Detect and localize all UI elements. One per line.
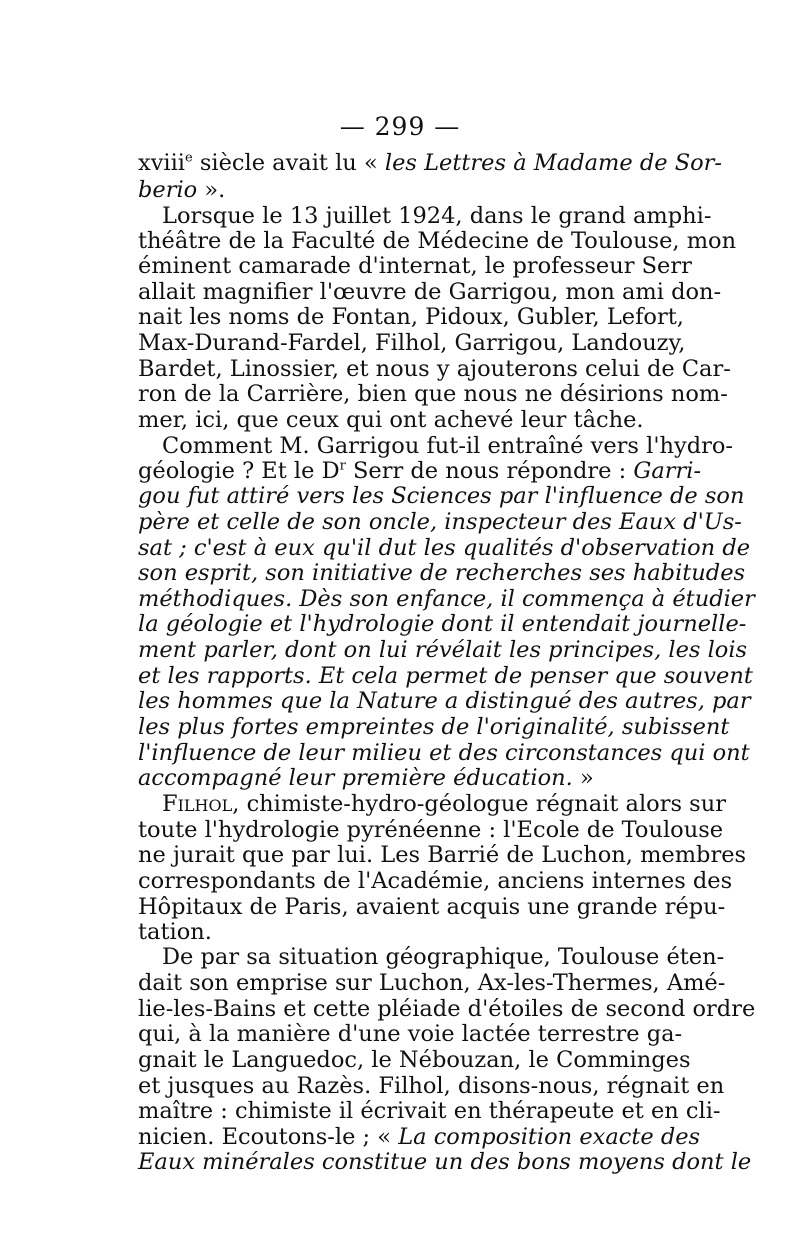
text-segment: La composition exacte des: [398, 1124, 701, 1150]
text-line: [138, 458, 702, 484]
text-segment: De par sa situation géographique, Toulouse éten-: [162, 944, 725, 970]
text-line: [138, 1073, 725, 1099]
text-line: [162, 433, 734, 459]
text-segment: e: [185, 150, 193, 166]
text-segment: nait les noms de Fontan, Pidoux, Gubler, Lefort,: [138, 304, 684, 330]
text-segment: mer, ici, que ceux qui ont achevé leur tâche.: [138, 407, 644, 433]
text-segment: et jusques au Razès. Filhol, disons-nous, régnait en: [138, 1073, 725, 1099]
text-segment: gou fut attiré vers les Sciences par l'influence de son: [138, 483, 745, 509]
text-line: [162, 791, 726, 817]
text-segment: Lorsque le 13 juillet 1924, dans le grand amphi-: [162, 203, 712, 229]
text-segment: allait magnifier l'œuvre de Garrigou, mon ami don-: [138, 279, 722, 305]
text-line: [138, 637, 748, 663]
text-line: [138, 842, 747, 868]
text-line: [138, 970, 726, 996]
text-line: [138, 868, 733, 894]
text-segment: Filhol: [162, 791, 233, 817]
text-segment: gnait le Languedoc, le Nébouzan, le Comminges: [138, 1047, 691, 1073]
text-line: [138, 1149, 752, 1175]
text-segment: , chimiste-hydro-géologue régnait alors sur: [232, 791, 726, 817]
text-segment: siècle avait lu «: [192, 150, 385, 176]
text-segment: méthodiques. Dès son enfance, il commença à étudier: [138, 586, 755, 612]
text-segment: ne jurait que par lui. Les Barrié de Luchon, membres: [138, 842, 747, 868]
text-segment: tation.: [138, 919, 212, 945]
text-line: [138, 279, 722, 305]
text-segment: Max-Durand-Fardel, Filhol, Garrigou, Landouzy,: [138, 330, 686, 356]
text-line: [138, 177, 663, 203]
text-line: [138, 253, 692, 279]
text-segment: r: [339, 458, 346, 474]
text-segment: géologie ? Et le D: [138, 458, 340, 484]
text-segment: éminent camarade d'internat, le professeur Serr: [138, 253, 692, 279]
text-line: [138, 150, 723, 176]
text-line: [138, 1124, 701, 1150]
text-segment: toute l'hydrologie pyrénéenne : l'Ecole de Toulouse: [138, 817, 724, 843]
text-line: [138, 817, 724, 843]
text-line: [138, 765, 663, 791]
text-line: [138, 919, 663, 945]
text-line: [138, 688, 751, 714]
text-segment: lie-les-Bains et cette pléiade d'étoiles de second ordre: [138, 996, 756, 1022]
text-segment: ment parler, dont on lui révélait les principes, les lois: [138, 637, 748, 663]
text-segment: ron de la Carrière, bien que nous ne désirions nom-: [138, 381, 728, 407]
text-line: [138, 509, 742, 535]
text-segment: Bardet, Linossier, et nous y ajouterons celui de Car-: [138, 356, 731, 382]
text-line: [138, 1021, 683, 1047]
text-segment: Eaux minérales constitue un des bons moyens dont le: [138, 1149, 752, 1175]
text-segment: accompagné leur première éducation.: [138, 765, 573, 791]
text-segment: Comment M. Garrigou fut-il entraîné vers l'hydro-: [162, 433, 734, 459]
text-line: [138, 330, 686, 356]
text-segment: ».: [197, 177, 226, 203]
text-segment: dait son emprise sur Luchon, Ax-les-Thermes, Amé-: [138, 970, 726, 996]
text-segment: berio: [138, 177, 198, 203]
text-segment: Serr de nous répondre :: [345, 458, 634, 484]
text-line: [138, 996, 756, 1022]
text-segment: correspondants de l'Académie, anciens internes des: [138, 868, 733, 894]
text-line: [138, 586, 755, 612]
text-segment: les hommes que la Nature a distingué des autres, par: [138, 688, 751, 714]
text-line: [138, 740, 750, 766]
text-segment: maître : chimiste il écrivait en thérapeute et en cli-: [138, 1098, 721, 1124]
text-line: [138, 228, 737, 254]
text-line: [138, 304, 684, 330]
text-segment: Garri-: [633, 458, 702, 484]
text-segment: père et celle de son oncle, inspecteur des Eaux d'Us-: [138, 509, 742, 535]
text-line: [138, 611, 747, 637]
text-line: [138, 407, 663, 433]
text-segment: sat ; c'est à eux qu'il dut les qualités d'observation de: [138, 535, 751, 561]
text-segment: théâtre de la Faculté de Médecine de Toulouse, mon: [138, 228, 737, 254]
text-segment: xviii: [138, 150, 185, 176]
text-segment: l'influence de leur milieu et des circonstances qui ont: [138, 740, 750, 766]
text-segment: »: [572, 765, 594, 791]
text-segment: son esprit, son initiative de recherches ses habitudes: [138, 560, 746, 586]
text-line: [138, 714, 730, 740]
text-segment: nicien. Ecoutons-le ; «: [138, 1124, 399, 1150]
text-segment: qui, à la manière d'une voie lactée terrestre ga-: [138, 1021, 683, 1047]
page-number: — 299 —: [339, 112, 461, 141]
text-line: [138, 663, 753, 689]
text-segment: les plus fortes empreintes de l'originalité, subissent: [138, 714, 730, 740]
text-line: [138, 560, 746, 586]
text-segment: Hôpitaux de Paris, avaient acquis une grande répu-: [138, 894, 726, 920]
text-line: [138, 535, 751, 561]
text-line: [138, 1047, 691, 1073]
text-line: [138, 894, 726, 920]
text-line: [162, 944, 725, 970]
text-segment: la géologie et l'hydrologie dont il entendait journelle-: [138, 611, 747, 637]
text-line: [138, 1098, 721, 1124]
text-line: [138, 356, 731, 382]
text-line: [138, 483, 745, 509]
text-segment: et les rapports. Et cela permet de penser que souvent: [138, 663, 753, 689]
text-segment: les Lettres à Madame de Sor-: [384, 150, 723, 176]
text-line: [138, 381, 728, 407]
text-line: [162, 203, 712, 229]
